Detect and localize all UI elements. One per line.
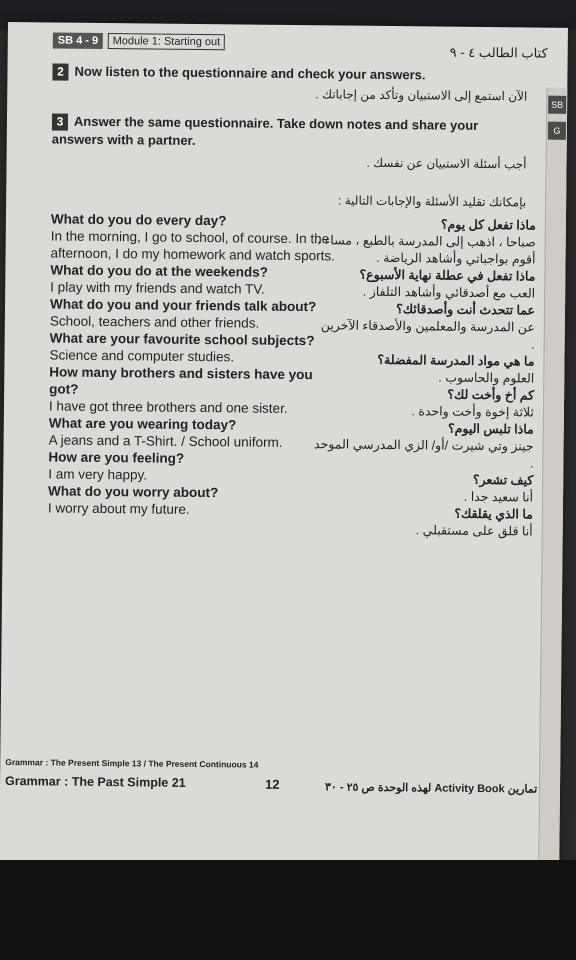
- question-6: What are you wearing today?: [48, 415, 237, 433]
- question-3-arabic: عما تتحدث أنت وأصدقائك؟: [396, 302, 536, 318]
- question-8: What do you worry about?: [48, 483, 219, 501]
- qa-english: [48, 210, 336, 519]
- question-2: What do you do at the weekends?: [50, 262, 269, 280]
- question-4: What are your favourite school subjects?: [49, 330, 315, 349]
- answer-4: Science and computer studies.: [49, 347, 235, 365]
- book-page: [0, 22, 568, 873]
- answer-6-arabic: جينز وتي شيرت /أو/ الزي المدرسي الموحد .: [313, 437, 534, 471]
- answer-5: I have got three brothers and one sister.: [48, 398, 288, 416]
- question-8-arabic: ما الذي يقلقك؟: [454, 506, 533, 522]
- qa-arabic: [313, 215, 536, 540]
- answer-2-arabic: العب مع أصدقائي وأشاهد التلفاز .: [362, 284, 536, 301]
- section-2-instruction: 2 Now listen to the questionnaire and check your answers.: [52, 62, 502, 85]
- question-4-arabic: ما هي مواد المدرسة المفضلة؟: [377, 352, 535, 369]
- lead-arabic: بإمكانك تقليد الأسئلة والإجابات التالية :: [338, 193, 527, 210]
- page-edge: [538, 88, 567, 888]
- question-1-arabic: ماذا تفعل كل يوم؟: [440, 217, 536, 233]
- section-3-arabic: أجب أسئلة الاستبيان عن نفسك .: [366, 155, 527, 172]
- section-3-number: 3: [52, 113, 68, 130]
- answer-2: I play with my friends and watch TV.: [50, 279, 265, 297]
- section-3-instruction: 3 Answer the same questionnaire. Take down notes and share your answers with a partner.: [51, 113, 479, 148]
- side-tab-sb: SB: [548, 96, 566, 114]
- answer-8: I worry about my future.: [47, 500, 190, 517]
- answer-3: School, teachers and other friends.: [49, 313, 260, 331]
- question-7-arabic: كيف تشعر؟: [472, 472, 534, 488]
- question-2-arabic: ماذا تفعل في عطلة نهاية الأسبوع؟: [359, 267, 536, 284]
- answer-1-arabic: صباحا ، اذهب إلى المدرسة بالطبع ، مساء ، أقوم بواجباتي وأشاهد الرياضة .: [316, 233, 536, 267]
- footer-arabic: تمارين Activity Book لهذه الوحدة ص ٢٥ - ٣٠: [324, 781, 538, 796]
- answer-3-arabic: عن المدرسة والمعلمين والأصدقاء الآخرين .: [320, 318, 535, 352]
- question-3: What do you and your friends talk about?: [49, 296, 317, 315]
- page-number: 12: [264, 776, 280, 792]
- question-5-arabic: كم أخ وأخت لك؟: [447, 387, 535, 403]
- question-1: What do you do every day?: [50, 211, 227, 229]
- question-7: How are you feeling?: [48, 449, 185, 466]
- sb-badge: SB 4 - 9: [53, 32, 104, 49]
- footer-grammar-line-1: Grammar : The Present Simple 13 / The Present Continuous 14: [5, 757, 259, 770]
- header-arabic: كتاب الطالب ٤ - ٩: [449, 44, 548, 61]
- answer-1: In the morning, I go to school, of course. In the afternoon, I do my homework and watch sports.: [50, 228, 336, 264]
- answer-5-arabic: ثلاثة إخوة وأخت واحدة .: [411, 404, 535, 420]
- section-2-arabic: الآن استمع إلى الاستبيان وتأكد من إجاباتك .: [315, 87, 528, 104]
- answer-4-arabic: العلوم والحاسوب .: [438, 370, 535, 386]
- section-2-number: 2: [52, 63, 68, 80]
- side-tab-g: G: [548, 122, 566, 140]
- footer-grammar-line-2: Grammar : The Past Simple 21: [4, 774, 186, 790]
- answer-6: A jeans and a T-Shirt. / School uniform.: [48, 432, 283, 450]
- dark-background: [0, 860, 576, 960]
- module-label: Module 1: Starting out: [108, 33, 226, 50]
- answer-8-arabic: أنا قلق على مستقبلي .: [415, 523, 533, 539]
- answer-7: I am very happy.: [48, 466, 148, 483]
- question-5: How many brothers and sisters have you got?: [49, 364, 313, 397]
- answer-7-arabic: أنا سعيد جدا .: [463, 489, 534, 505]
- question-6-arabic: ماذا تلبس اليوم؟: [447, 421, 534, 437]
